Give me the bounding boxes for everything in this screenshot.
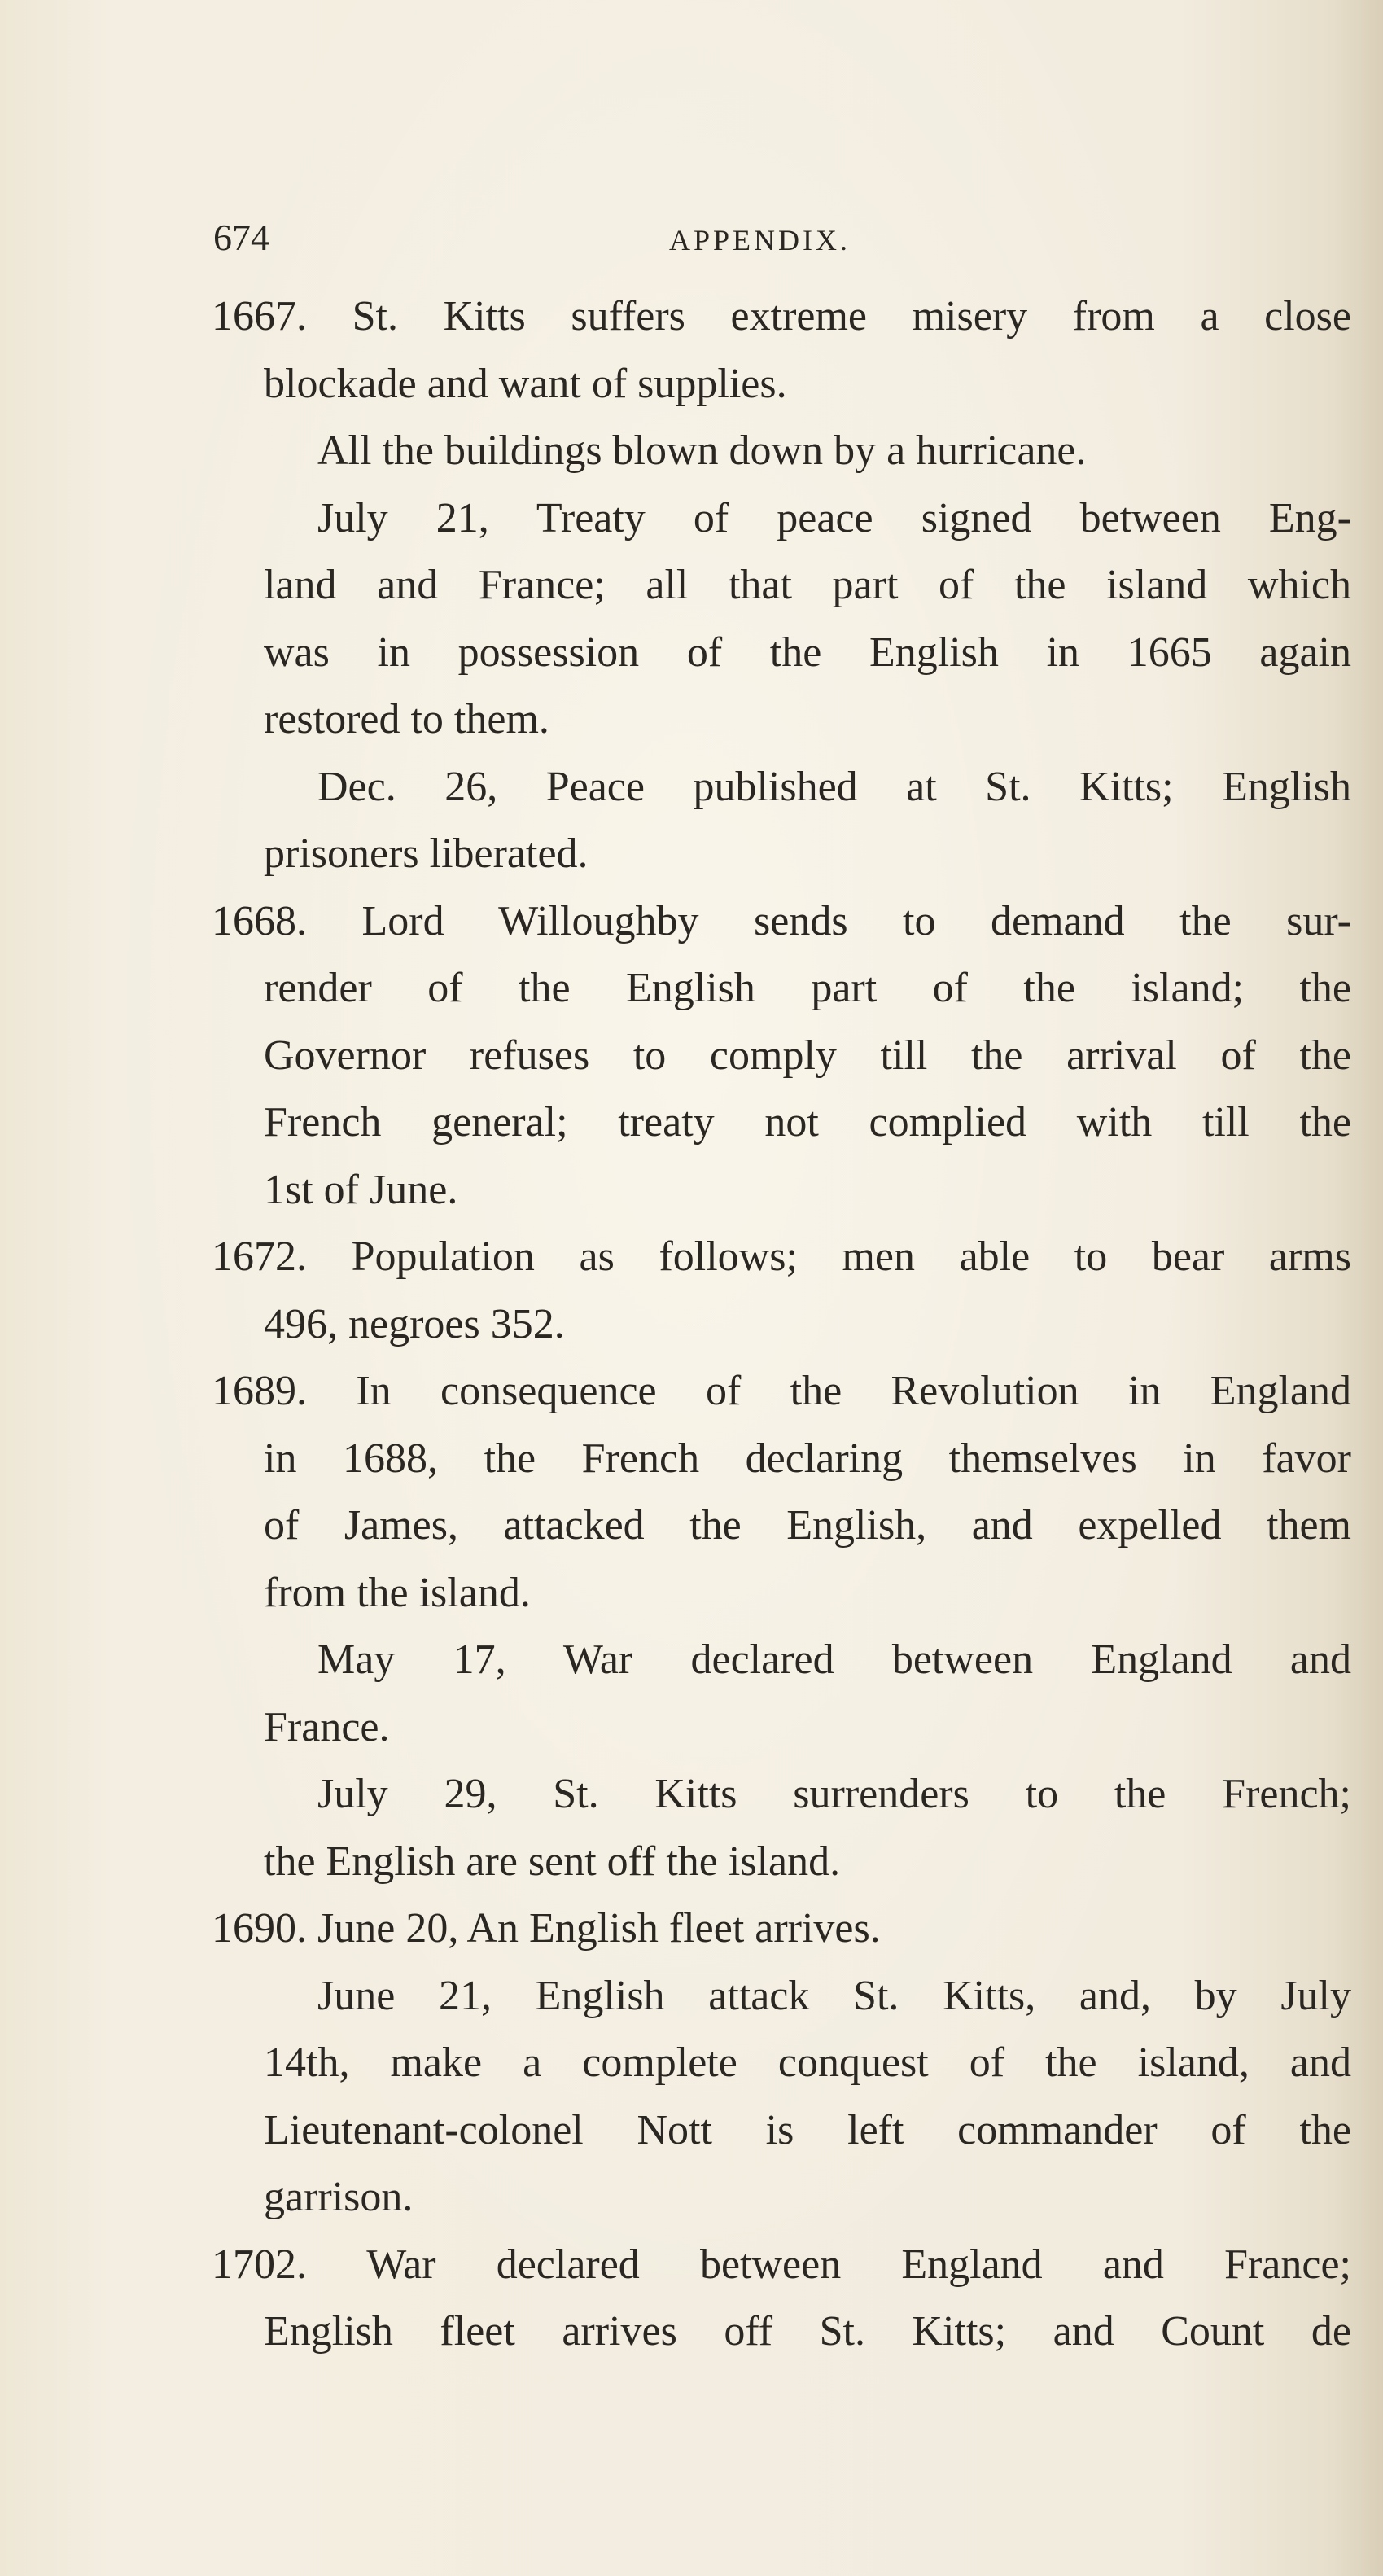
text-line: prisoners liberated. xyxy=(264,830,589,877)
text-line: All the buildings blown down by a hurricane. xyxy=(317,427,1087,474)
text-line: of James, attacked the English, and expelled them xyxy=(264,1502,1351,1549)
text-line: 14th, make a complete conquest of the island, and xyxy=(264,2039,1351,2086)
text-line: blockade and want of supplies. xyxy=(264,360,787,407)
running-head: APPENDIX. xyxy=(669,224,851,256)
text-line: 1667. St. Kitts suffers extreme misery from a close xyxy=(212,293,1351,340)
text-line: 1st of June. xyxy=(264,1166,458,1213)
text-line: France. xyxy=(264,1703,390,1750)
text-line: render of the English part of the island; the xyxy=(264,965,1351,1011)
text-line: July 21, Treaty of peace signed between Eng- xyxy=(317,494,1351,541)
text-line: Dec. 26, Peace published at St. Kitts; English xyxy=(317,763,1351,810)
page-header xyxy=(213,213,1349,262)
text-line: Governor refuses to comply till the arrival of the xyxy=(264,1032,1351,1079)
text-line: restored to them. xyxy=(264,696,549,743)
text-line: French general; treaty not complied with till the xyxy=(264,1099,1351,1146)
text-line: June 21, English attack St. Kitts, and, by July xyxy=(317,1972,1351,2019)
text-line: 1702. War declared between England and France; xyxy=(212,2241,1351,2288)
text-line: garrison. xyxy=(264,2174,414,2220)
text-line: in 1688, the French declaring themselves in favor xyxy=(264,1435,1351,1482)
text-line: from the island. xyxy=(264,1569,531,1616)
text-line: 1672. Population as follows; men able to bear arms xyxy=(212,1233,1351,1280)
text-line: 1668. Lord Willoughby sends to demand the sur- xyxy=(212,897,1351,944)
text-line: May 17, War declared between England and xyxy=(317,1636,1351,1683)
page-number: 674 xyxy=(213,217,269,258)
text-line: was in possession of the English in 1665 again xyxy=(264,629,1351,676)
body-text xyxy=(212,283,1351,2366)
text-line: 1689. In consequence of the Revolution in England xyxy=(212,1368,1351,1414)
text-line: the English are sent off the island. xyxy=(264,1838,841,1885)
text-line: land and France; all that part of the island which xyxy=(264,562,1351,608)
text-line: 496, negroes 352. xyxy=(264,1300,565,1347)
text-line: English fleet arrives off St. Kitts; and Count de xyxy=(264,2308,1351,2355)
text-line: July 29, St. Kitts surrenders to the French; xyxy=(317,1771,1351,1817)
text-line: Lieutenant-colonel Nott is left commander of the xyxy=(264,2106,1351,2153)
text-line: 1690. June 20, An English fleet arrives. xyxy=(212,1905,881,1952)
